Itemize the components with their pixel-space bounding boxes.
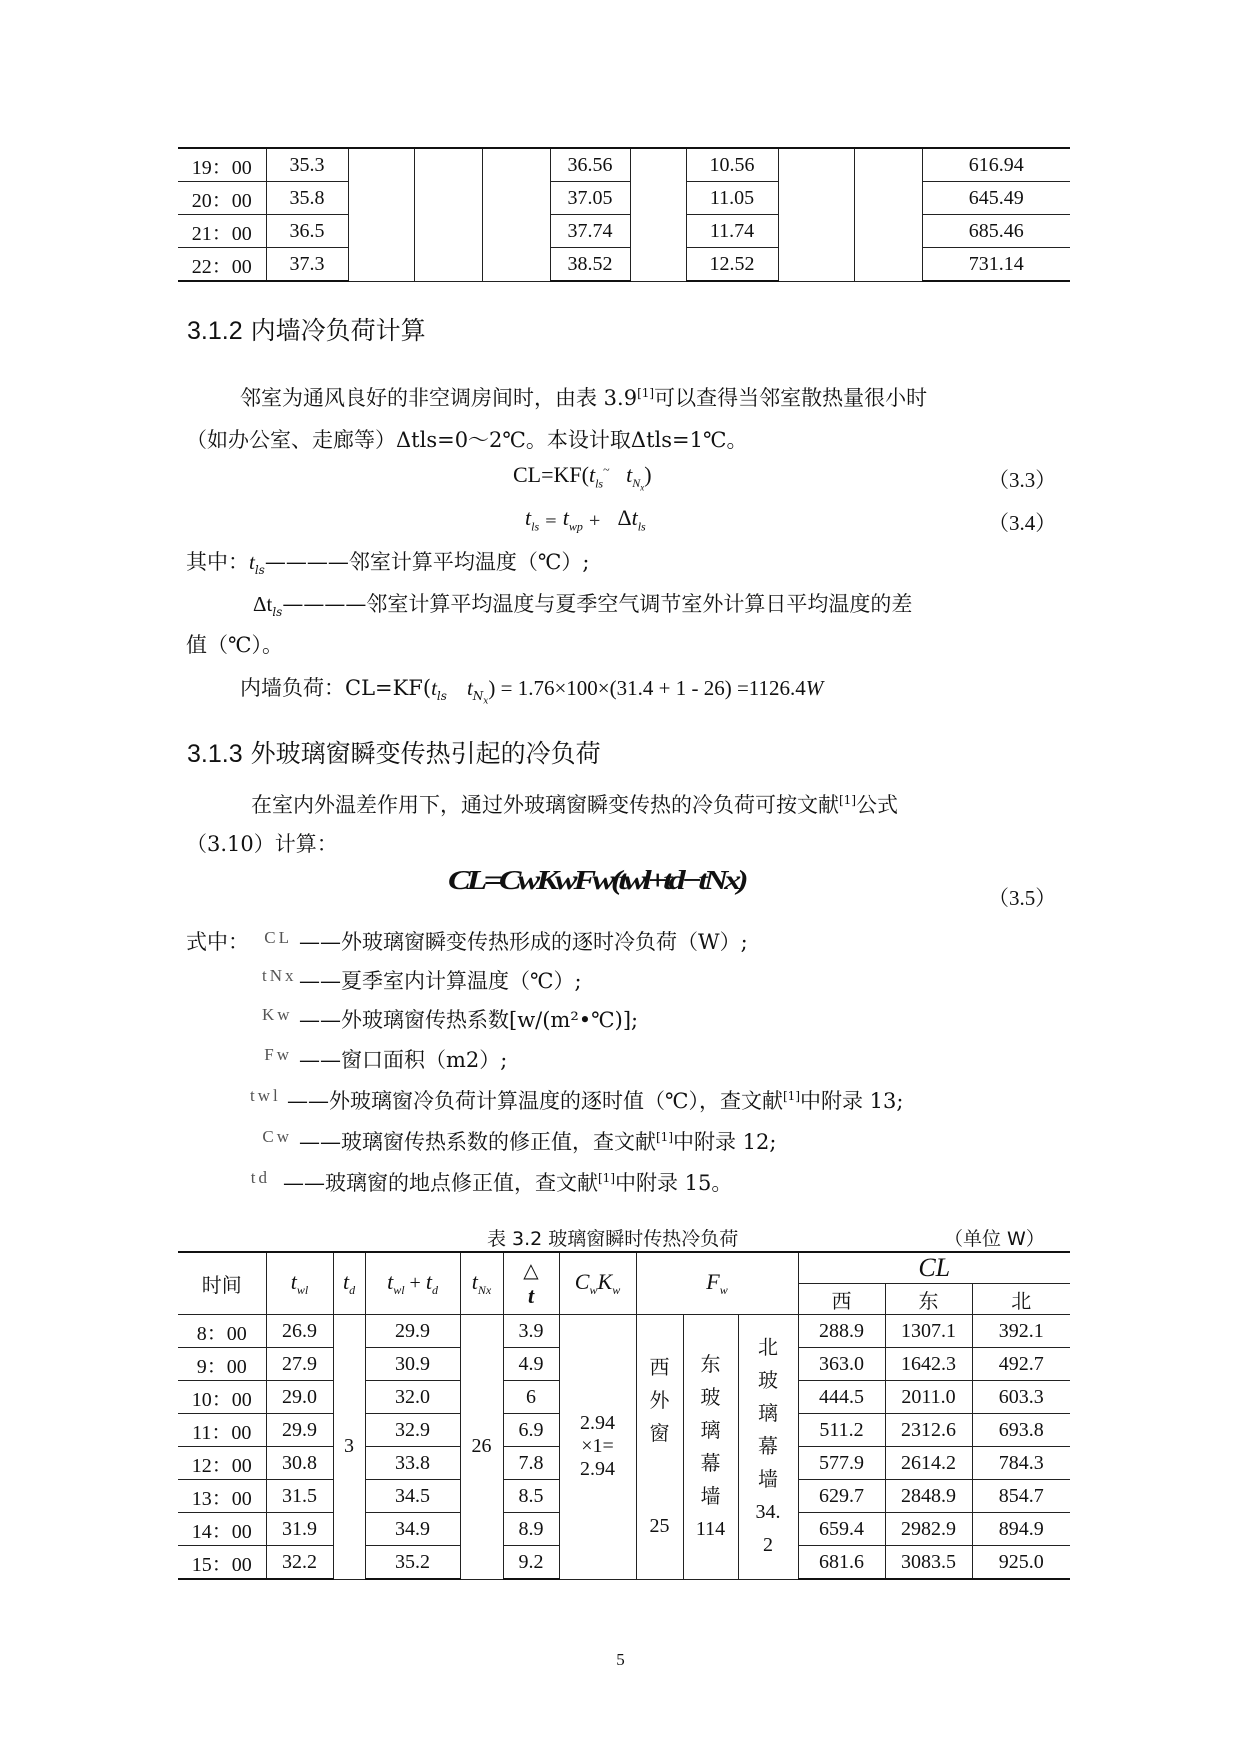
section-number: 3.1.3 (187, 740, 243, 768)
equation-number: （3.3） (988, 468, 1057, 492)
table-cell: 29.0 (266, 1381, 333, 1414)
table-cell-time: 9：00 (178, 1348, 266, 1381)
section-heading-3-1-2 (187, 311, 426, 347)
definition-text (299, 1126, 776, 1156)
table-cell: 36.5 (266, 215, 348, 248)
symbol: t (471, 1269, 478, 1294)
section-number: 3.1.2 (187, 317, 243, 345)
fw-char: 幕 (700, 1450, 721, 1475)
table-cell: 2312.6 (885, 1414, 972, 1447)
table-cell: 288.9 (798, 1315, 885, 1348)
table-cell-fw-east (683, 1315, 738, 1580)
table-cell: 37.3 (266, 248, 348, 282)
header-time: 时间 (178, 1252, 266, 1315)
eq-unit: W (805, 676, 824, 700)
table-cell-tnx: 26 (460, 1315, 503, 1580)
text-span: 其中： (186, 550, 249, 574)
table-cell: 8.9 (503, 1513, 559, 1546)
table-cell-time: 10：00 (178, 1381, 266, 1414)
symbol: t (425, 1269, 432, 1294)
text-span: （3.10）计算： (186, 832, 338, 856)
table-header-row (178, 1252, 1070, 1284)
symbol-glyph: Kw (262, 1005, 293, 1024)
symbol-sub: w (719, 1283, 728, 1297)
table-cell: 685.46 (922, 215, 1070, 248)
equation-number: （3.4） (988, 511, 1057, 535)
table-cell: 6 (503, 1381, 559, 1414)
symbol-glyph: Cw (262, 1127, 292, 1146)
table-cell-time: 19：00 (178, 148, 266, 182)
fw-char: 北 (758, 1335, 778, 1360)
table-cell-empty (778, 148, 854, 281)
definition-text: ——外玻璃窗传热系数[w/(m²•℃)]; (299, 1008, 639, 1032)
table-cell: 1307.1 (885, 1315, 972, 1348)
fw-value: 114 (695, 1517, 726, 1540)
fw-char: 东 (700, 1351, 721, 1376)
table-cell: 4.9 (503, 1348, 559, 1381)
text-span: 中附录 13; (800, 1089, 904, 1113)
table-row (178, 148, 1070, 182)
header-fw (636, 1252, 798, 1315)
symbol-glyph: td (250, 1168, 270, 1187)
table-cell: 784.3 (972, 1447, 1070, 1480)
table-cell-time: 14：00 (178, 1513, 266, 1546)
table-cell: 34.9 (365, 1513, 460, 1546)
eq-var: t (562, 505, 569, 530)
table-cell: 38.52 (550, 248, 630, 282)
equation-3-3 (513, 462, 652, 493)
table-cell: 392.1 (972, 1315, 1070, 1348)
citation-ref: [1] (839, 793, 856, 807)
table-cell-time: 21：00 (178, 215, 266, 248)
table-cell: 894.9 (972, 1513, 1070, 1546)
table-cell: 3.9 (503, 1315, 559, 1348)
eq-text: ) = 1.76×100×(31.4 + 1 - 26) =1126.4 (488, 676, 806, 700)
symbol-glyph: Fw (264, 1045, 292, 1064)
table-cell: 444.5 (798, 1381, 885, 1414)
fw-char: 玻 (758, 1368, 778, 1393)
eq-sub: wp (568, 519, 583, 534)
eq-var: t (525, 505, 532, 530)
table-cell: 603.3 (972, 1381, 1070, 1414)
fw-char: 玻 (700, 1384, 721, 1409)
eq-sub: ls (436, 689, 447, 704)
table-cell-empty (630, 148, 686, 281)
table-cell: 511.2 (798, 1414, 885, 1447)
eq-var: t (588, 462, 596, 487)
fw-char: 墙 (700, 1483, 721, 1508)
definition-text: ——外玻璃窗瞬变传热形成的逐时冷负荷（W）; (299, 930, 748, 954)
table-cell: 37.05 (550, 182, 630, 215)
fw-value: 2 (763, 1534, 773, 1557)
header-tnx (460, 1252, 503, 1315)
symbol: t (342, 1269, 350, 1294)
table-cell: 659.4 (798, 1513, 885, 1546)
symbol-sub: w (612, 1283, 621, 1297)
table-cell: 925.0 (972, 1546, 1070, 1580)
text-span: 可以查得当邻室散热量很小时 (654, 386, 928, 410)
eq-var: t (466, 676, 473, 700)
text-span: 在室内外温差作用下，通过外玻璃窗瞬变传热的冷负荷可按文献 (251, 793, 839, 817)
table-row (178, 1315, 1070, 1348)
eq-sub: x (640, 482, 645, 493)
table-cell-time: 11：00 (178, 1414, 266, 1447)
table-cell: 32.9 (365, 1414, 460, 1447)
table-cell: 30.9 (365, 1348, 460, 1381)
fw-char: 墙 (758, 1467, 778, 1492)
definition-text: ——窗口面积（m2）; (299, 1048, 508, 1072)
eq-operator: + (588, 511, 601, 529)
symbol: + (409, 1272, 421, 1294)
table-cell: 12.52 (686, 248, 778, 282)
symbol-glyph: twl (250, 1086, 281, 1105)
symbol: t (290, 1269, 297, 1294)
table-cell: 31.5 (266, 1480, 333, 1513)
table-cell-time: 12：00 (178, 1447, 266, 1480)
symbol: t (387, 1269, 394, 1294)
text-span: 值（℃）。 (186, 633, 283, 657)
fw-char: 幕 (758, 1434, 778, 1459)
equation-3-4 (525, 505, 646, 534)
header-west: 西 (798, 1284, 885, 1315)
header-north: 北 (972, 1284, 1070, 1315)
table-cell: 9.2 (503, 1546, 559, 1580)
table-cell-empty (482, 148, 550, 281)
symbol: △ (523, 1260, 539, 1282)
fw-value: 25 (649, 1514, 670, 1537)
symbol: K (597, 1269, 613, 1294)
table-cell: 3083.5 (885, 1546, 972, 1580)
symbol-sub: ls (272, 605, 283, 620)
table-cell: 35.3 (266, 148, 348, 182)
section-title: 外玻璃窗瞬变传热引起的冷负荷 (250, 739, 601, 768)
citation-ref: [1] (656, 1130, 673, 1144)
table-cell: 29.9 (266, 1414, 333, 1447)
table-row (178, 182, 1070, 215)
where-label: 式中： (186, 930, 249, 954)
symbol-sub: Nx (477, 1283, 492, 1297)
table-cell-fw-west (636, 1315, 683, 1580)
table-3-2 (178, 1251, 1070, 1580)
ck-line: ×1= (581, 1435, 614, 1458)
fw-char: 璃 (700, 1417, 721, 1442)
table-cell: 854.7 (972, 1480, 1070, 1513)
fw-char: 外 (649, 1387, 670, 1412)
text-span: （如办公室、走廊等）Δtls=0～2℃。本设计取Δtls=1℃。 (186, 428, 748, 452)
table-cell: 681.6 (798, 1546, 885, 1580)
definition-line (186, 546, 589, 577)
fw-value: 34. (755, 1501, 781, 1524)
text-span: 中附录 12; (673, 1130, 777, 1154)
symbol-sub: wl (393, 1283, 405, 1297)
table-cell: 32.0 (365, 1381, 460, 1414)
table-cell: 10.56 (686, 148, 778, 182)
table-cell: 37.74 (550, 215, 630, 248)
header-td (333, 1252, 365, 1315)
text-span: 内墙负荷：CL=KF( (240, 676, 432, 700)
table-cell-empty (854, 148, 922, 281)
section-heading-3-1-3 (187, 734, 601, 770)
symbol-glyph: tNx (262, 966, 297, 985)
table-cell: 33.8 (365, 1447, 460, 1480)
table-cell: 2614.2 (885, 1447, 972, 1480)
equation-3-5: CL=CwKwFw(twl+td−tNx) (448, 865, 745, 896)
table-cell: 36.56 (550, 148, 630, 182)
text-span: ——玻璃窗的地点修正值，查文献 (283, 1171, 598, 1195)
paragraph-line (251, 789, 898, 819)
symbol: CL (918, 1253, 951, 1282)
table-cell-ck (559, 1315, 636, 1580)
table-cell-td: 3 (333, 1315, 365, 1580)
table-cell-time: 8：00 (178, 1315, 266, 1348)
table-cell: 693.8 (972, 1414, 1070, 1447)
table-cell-time: 22：00 (178, 248, 266, 282)
table-cell: 31.9 (266, 1513, 333, 1546)
text-span: 公式 (856, 793, 898, 817)
symbol: t (249, 550, 255, 574)
header-east: 东 (885, 1284, 972, 1315)
symbol-sub: w (589, 1283, 598, 1297)
eq-sub: x (483, 696, 489, 707)
header-cl (798, 1252, 1070, 1284)
citation-ref: [1] (637, 386, 655, 400)
text-span: ————邻室计算平均温度与夏季空气调节室外计算日平均温度的差 (282, 592, 913, 616)
equation-number: （3.5） (988, 886, 1057, 910)
table-cell: 629.7 (798, 1480, 885, 1513)
table-cell: 26.9 (266, 1315, 333, 1348)
table-cell-time: 13：00 (178, 1480, 266, 1513)
table-cell: 30.8 (266, 1447, 333, 1480)
table-cell: 11.74 (686, 215, 778, 248)
table-cell: 577.9 (798, 1447, 885, 1480)
eq-sub: N (632, 476, 641, 491)
text-span: 中附录 15。 (615, 1171, 733, 1195)
header-twl (266, 1252, 333, 1315)
table-cell: 2011.0 (885, 1381, 972, 1414)
fw-char: 西 (649, 1354, 670, 1379)
text-span: ——外玻璃窗冷负荷计算温度的逐时值（℃），查文献 (287, 1089, 783, 1113)
table-cell-time: 20：00 (178, 182, 266, 215)
eq-text: ) (644, 462, 652, 487)
table-cell: 34.5 (365, 1480, 460, 1513)
load-equation (240, 672, 823, 707)
eq-var: t (631, 505, 638, 530)
table-cell: 27.9 (266, 1348, 333, 1381)
table-row (178, 215, 1070, 248)
symbol-glyph: CL (264, 928, 292, 947)
eq-sub: ls (595, 476, 604, 491)
page-number: 5 (616, 1650, 625, 1669)
eq-text: CL=KF( (513, 462, 589, 487)
paragraph-line (186, 828, 338, 858)
table-cell-fw-north (738, 1315, 798, 1580)
table-cell-empty (414, 148, 482, 281)
eq-sub: ls (637, 519, 646, 534)
fw-char: 璃 (758, 1401, 778, 1426)
symbol-sub: ls (254, 563, 265, 578)
symbol: t (527, 1283, 535, 1308)
text-span: ——玻璃窗传热系数的修正值，查文献 (299, 1130, 656, 1154)
table-cell: 11.05 (686, 182, 778, 215)
text-span: 邻室为通风良好的非空调房间时，由表 3.9 (240, 386, 638, 410)
definition-text (283, 1167, 732, 1197)
section-title: 内墙冷负荷计算 (250, 316, 426, 345)
table-row (178, 248, 1070, 282)
symbol: C (574, 1269, 590, 1294)
header-delta (503, 1252, 559, 1315)
eq-sub: N (472, 689, 484, 704)
table-unit: （单位 W） (944, 1228, 1045, 1250)
table-cell-empty (348, 148, 414, 281)
eq-var: t (431, 676, 437, 700)
table-cell: 35.8 (266, 182, 348, 215)
symbol-sub: d (349, 1283, 356, 1297)
header-ck (559, 1252, 636, 1315)
definition-text: ——夏季室内计算温度（℃）; (299, 969, 582, 993)
citation-ref: [1] (783, 1089, 800, 1103)
table-cell: 1642.3 (885, 1348, 972, 1381)
symbol-sub: wl (296, 1283, 309, 1297)
citation-ref: [1] (598, 1171, 615, 1185)
header-sum (365, 1252, 460, 1315)
eq-text: Δ (617, 505, 632, 530)
paragraph-line (240, 382, 927, 412)
symbol: F (706, 1269, 720, 1294)
table-caption: 表 3.2 玻璃窗瞬时传热冷负荷 (487, 1228, 739, 1250)
table-cell: 32.2 (266, 1546, 333, 1580)
eq-var: t (626, 462, 633, 487)
paragraph-line (186, 424, 747, 454)
table-cell: 6.9 (503, 1414, 559, 1447)
eq-sub: ls (531, 519, 540, 534)
text-span: ————邻室计算平均温度（℃）; (264, 550, 590, 574)
table-cell: 2848.9 (885, 1480, 972, 1513)
table-cell: 29.9 (365, 1315, 460, 1348)
symbol: Δt (253, 592, 273, 616)
definition-line (253, 588, 912, 619)
table-cell: 731.14 (922, 248, 1070, 282)
table-cell: 645.49 (922, 182, 1070, 215)
table-cell: 616.94 (922, 148, 1070, 182)
table-cell: 492.7 (972, 1348, 1070, 1381)
symbol-sub: d (431, 1283, 438, 1297)
table-cell: 363.0 (798, 1348, 885, 1381)
fw-char: 窗 (649, 1420, 670, 1445)
eq-tilde: ~ (603, 462, 610, 477)
ck-line: 2.94 (580, 1458, 615, 1481)
table-cell: 35.2 (365, 1546, 460, 1580)
definition-text (287, 1085, 903, 1115)
table-cell: 7.8 (503, 1447, 559, 1480)
table-cell: 2982.9 (885, 1513, 972, 1546)
ck-line: 2.94 (580, 1412, 615, 1435)
paragraph-line (186, 629, 283, 659)
table-cell: 8.5 (503, 1480, 559, 1513)
table-cell-time: 15：00 (178, 1546, 266, 1580)
eq-operator: = (544, 511, 558, 529)
continued-table (178, 147, 1070, 282)
